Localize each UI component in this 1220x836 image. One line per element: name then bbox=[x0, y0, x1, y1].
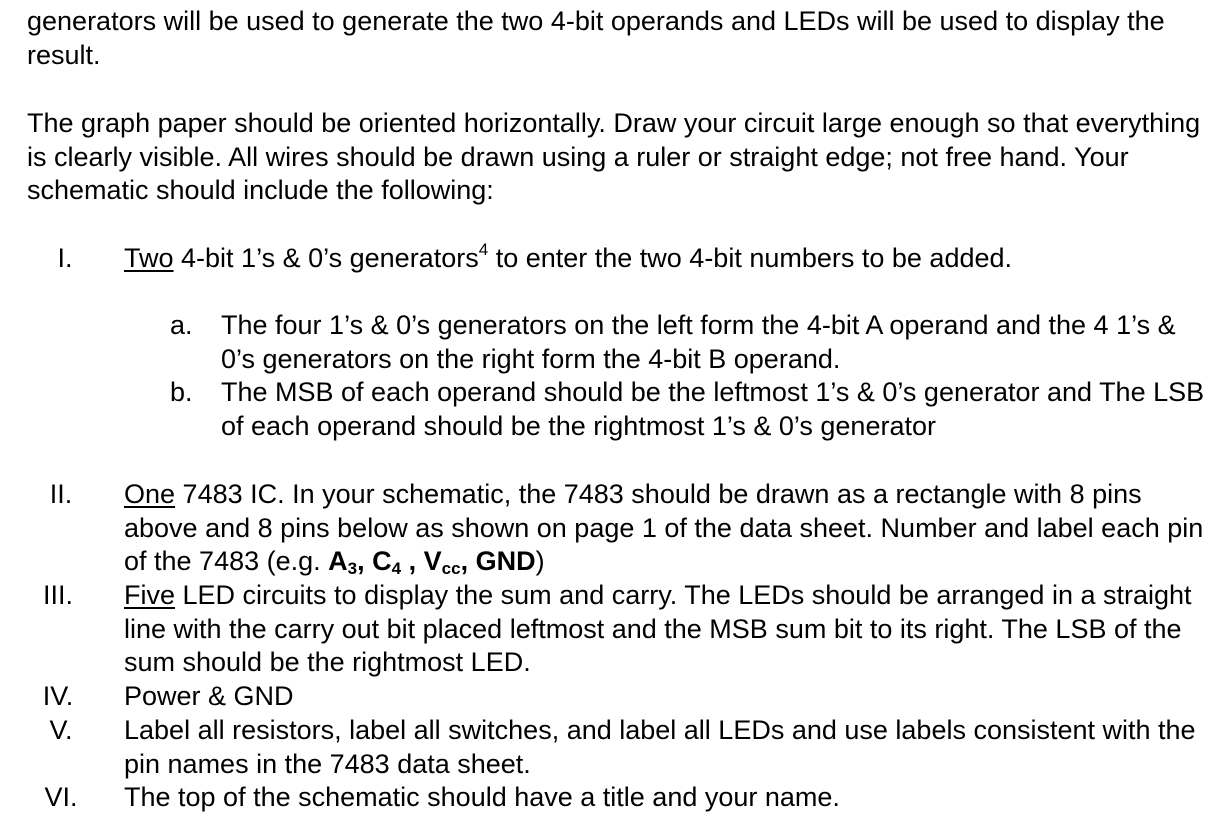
underlined-word: One bbox=[124, 479, 176, 509]
intro-paragraph-1: generators will be used to generate the two 4-bit operands and LEDs will be used to display the result. bbox=[27, 6, 1165, 70]
underlined-word: Five bbox=[124, 580, 176, 610]
footnote-marker: 4 bbox=[478, 240, 489, 259]
sub-item-letter: b. bbox=[170, 377, 193, 407]
sub-item-letter: a. bbox=[170, 310, 193, 340]
list-number: III. bbox=[42, 580, 73, 610]
list-item-text: Five LED circuits to display the sum and carry. The LEDs should be arranged in a straight line with the carry out bit placed leftmost and the MSB sum bit to its right. The LSB of the sum should be the rightmost LED. bbox=[124, 580, 1192, 677]
underlined-word: Two bbox=[124, 243, 174, 273]
list-number: II. bbox=[49, 479, 73, 509]
pin-label-c4: C4 , bbox=[372, 546, 424, 578]
pin-label-a3: A3, bbox=[328, 546, 373, 578]
sub-item-text: The MSB of each operand should be the leftmost 1’s & 0’s generator and The LSB of each operand should be the rightmost 1’s & 0’s generator bbox=[221, 377, 1205, 441]
list-item-text: One 7483 IC. In your schematic, the 7483 should be drawn as a rectangle with 8 pins above and 8 pins below as shown on page 1 of the data sheet. Number and label each pin of the 7483 (e.g. A3, C4 , Vcc, GND) bbox=[124, 479, 1204, 578]
pin-label-vcc: Vcc, bbox=[423, 546, 476, 578]
list-item-text: Label all resistors, label all switches, and label all LEDs and use labels consistent with the pin names in the 7483 data sheet. bbox=[124, 715, 1196, 779]
list-number: IV. bbox=[42, 681, 74, 711]
list-item-text: Power & GND bbox=[124, 681, 294, 711]
list-number: V. bbox=[49, 715, 73, 745]
sub-item-text: The four 1’s & 0’s generators on the left form the 4-bit A operand and the 4 1’s & 0’s generators on the right form the 4-bit B operand. bbox=[221, 310, 1176, 374]
intro-paragraph-2: The graph paper should be oriented horizontally. Draw your circuit large enough so that everything is clearly visible. All wires should be drawn using a ruler or straight edge; not free hand. Your schematic should include the following: bbox=[27, 108, 1201, 205]
list-number: VI. bbox=[44, 782, 78, 812]
list-number: I. bbox=[57, 243, 73, 273]
pin-label-gnd: GND bbox=[475, 546, 536, 576]
list-item-text: Two 4-bit 1’s & 0’s generators$^4$ to enter the two 4-bit numbers to be added. bbox=[124, 240, 1013, 273]
list-item-text: The top of the schematic should have a title and your name. bbox=[124, 782, 840, 812]
